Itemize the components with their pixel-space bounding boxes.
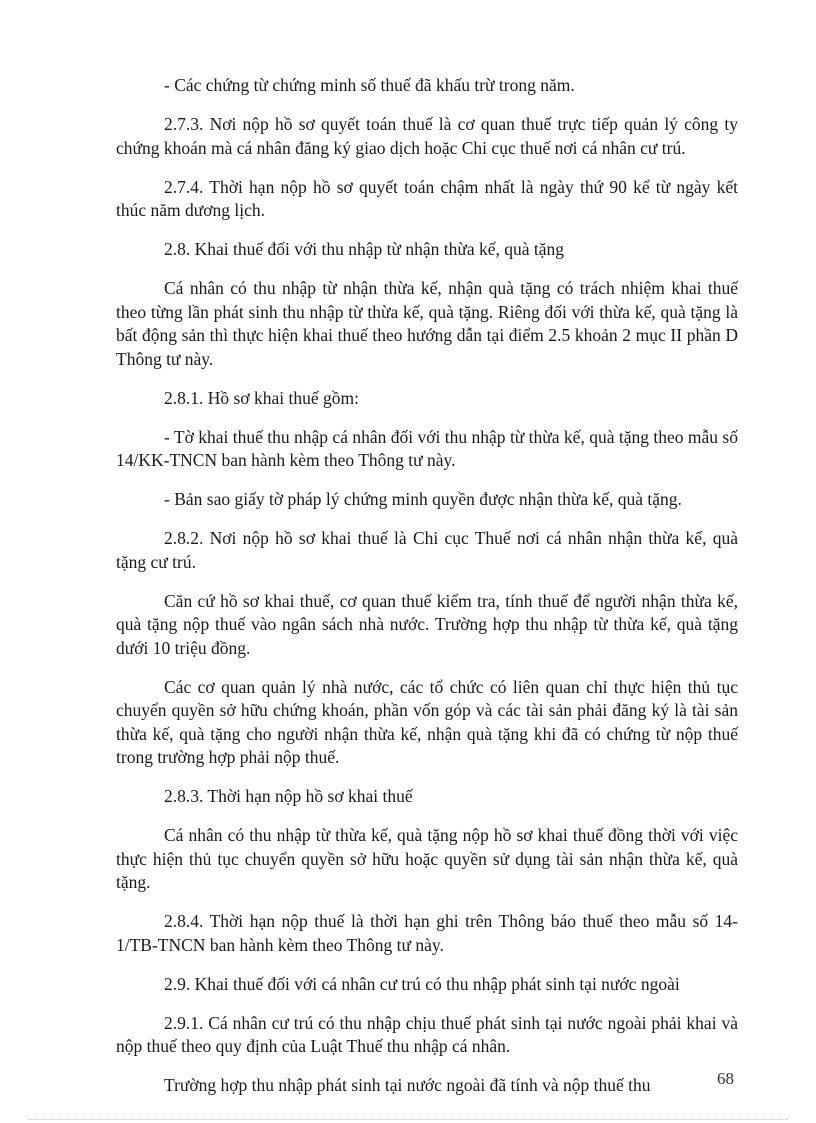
- page-number: 68: [717, 1069, 734, 1088]
- list-item: - Tờ khai thuế thu nhập cá nhân đối với thu nhập từ thừa kế, quà tặng theo mẫu số 14/KK-TNCN ban hành kèm theo Thông tư này.: [116, 426, 738, 470]
- paragraph: 2.7.4. Thời hạn nộp hồ sơ quyết toán chậm nhất là ngày thứ 90 kể từ ngày kết thúc năm dương lịch.: [116, 176, 738, 220]
- paragraph: 2.8.4. Thời hạn nộp thuế là thời hạn ghi trên Thông báo thuế theo mẫu số 14-1/TB-TNCN ban hành kèm theo Thông tư này.: [116, 911, 738, 955]
- paragraph: Các cơ quan quản lý nhà nước, các tổ chức có liên quan chỉ thực hiện thủ tục chuyển quyền sở hữu chứng khoán, phần vốn góp và các tài sản phải đăng ký là tài sản thừa kế, quà tặng cho người nhận thừa kế, nhận quà tặng khi đã có chứng từ nộp thuế trong trường hợp phải nộp thuế.: [116, 676, 738, 767]
- paragraph: Cá nhân có thu nhập từ nhận thừa kế, nhận quà tặng có trách nhiệm khai thuế theo từng lần phát sinh thu nhập từ thừa kế, quà tặng. Riêng đối với thừa kế, quà tặng là bất động sản thì thực hiện khai thuế theo hướng dẫn tại điểm 2.5 khoản 2 mục II phần D Thông tư này.: [116, 278, 738, 369]
- paragraph: Trường hợp thu nhập phát sinh tại nước ngoài đã tính và nộp thuế thu: [164, 1075, 651, 1095]
- paragraph: 2.9.1. Cá nhân cư trú có thu nhập chịu thuế phát sinh tại nước ngoài phải khai và nộp thuế theo quy định của Luật Thuế thu nhập cá nhân.: [116, 1012, 738, 1056]
- footer-divider: [28, 1119, 788, 1120]
- section-heading: 2.9. Khai thuế đối với cá nhân cư trú có thu nhập phát sinh tại nước ngoài: [164, 973, 680, 994]
- paragraph: - Các chứng từ chứng minh số thuế đã khấu trừ trong năm.: [164, 75, 575, 95]
- paragraph: Cá nhân có thu nhập từ thừa kế, quà tặng nộp hồ sơ khai thuế đồng thời với việc thực hiện thủ tục chuyển quyền sở hữu hoặc quyền sử dụng tài sản nhận thừa kế, quà tặng.: [116, 825, 738, 892]
- body-text: [116, 74, 738, 1113]
- subsection-heading: 2.8.1. Hồ sơ khai thuế gồm:: [164, 387, 359, 408]
- paragraph: Căn cứ hồ sơ khai thuế, cơ quan thuế kiểm tra, tính thuế để người nhận thừa kế, quà tặng nộp thuế vào ngân sách nhà nước. Trường hợp thu nhập từ thừa kế, quà tặng dưới 10 triệu đồng.: [116, 590, 738, 658]
- section-heading: 2.8. Khai thuế đối với thu nhập từ nhận thừa kế, quà tặng: [164, 239, 565, 259]
- subsection-heading: 2.8.3. Thời hạn nộp hồ sơ khai thuế: [164, 786, 413, 806]
- list-item: - Bản sao giấy tờ pháp lý chứng minh quyền được nhận thừa kế, quà tặng.: [164, 489, 682, 509]
- paragraph: 2.8.2. Nơi nộp hồ sơ khai thuế là Chi cục Thuế nơi cá nhân nhận thừa kế, quà tặng cư trú.: [116, 528, 738, 572]
- paragraph: 2.7.3. Nơi nộp hồ sơ quyết toán thuế là cơ quan thuế trực tiếp quản lý công ty chứng khoán mà cá nhân đăng ký giao dịch hoặc Chi cục thuế nơi cá nhân cư trú.: [116, 114, 738, 158]
